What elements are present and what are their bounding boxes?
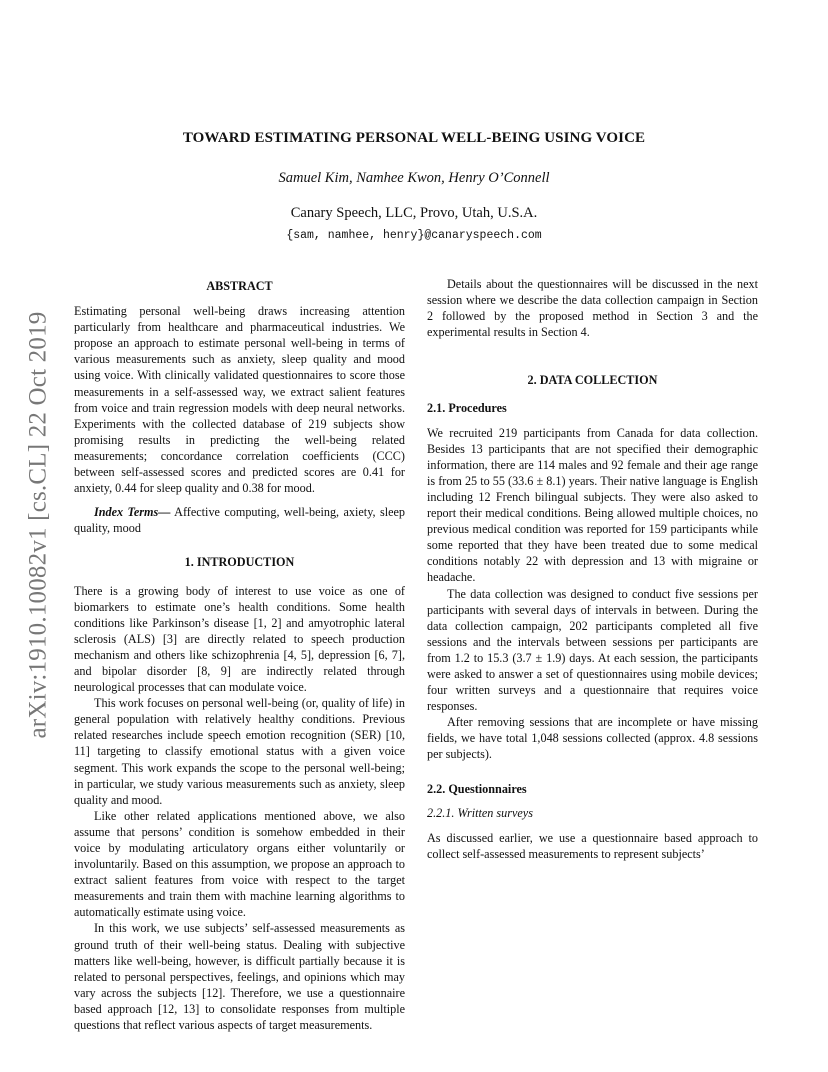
paper-email: {sam, namhee, henry}@canaryspeech.com [286,229,542,242]
written-surveys-heading: 2.2.1. Written surveys [427,805,533,820]
procedures-heading: 2.1. Procedures [427,401,507,416]
data-collection-heading: 2. DATA COLLECTION [527,373,658,388]
arxiv-stamp [18,290,58,760]
questionnaires-heading: 2.2. Questionnaires [427,781,527,796]
arxiv-stamp-text: arXiv:1910.10082v1 [cs.CL] 22 Oct 2019 [24,311,51,739]
intro-heading: 1. INTRODUCTION [184,555,295,570]
intro-paragraph-2: This work focuses on personal well-being (or, quality of life) in general population with relatively healthy conditions. Previous related researches include speech emotion recognition (SER) [10, 11] targeting to classify emotional status with a given voice segment. This work expands the scope to the personal well-being; in particular, we study various measurements such as anxiety, sleep quality and mood. [74,696,405,807]
paper-authors: Samuel Kim, Namhee Kwon, Henry O’Connell [278,170,550,186]
procedures-paragraph-1: We recruited 219 participants from Canada for data collection. Besides 13 participants that are not specified their demographic information, there are 114 males and 92 female and their age range is from 25 to 55 (33.6 ± 8.1) years. Their native language is English including 12 French bilingual subjects. They were also asked to report their medical conditions. Being allowed multiple choices, no previous medical condition was reported for 159 participants while some reported that they have been treated due to some medical conditions notably 22 with depression and 13 with migraine or headache. [427,425,758,585]
procedures-paragraph-3: After removing sessions that are incomplete or have missing fields, we have total 1,048 sessions collected (approx. 4.8 sessions per subjects). [427,715,758,762]
abstract-text: Estimating personal well-being draws increasing attention particularly from healthcare and pharmaceutical industries. We propose an approach to estimate personal well-being in terms of various measurements such as anxiety, sleep quality and mood using voice. With clinically validated questionnaires to score those measurements in a self-assessed way, we extract salient features from voice and train regression models with deep neural networks. Experiments with the collected database of 219 subjects show promising results in predicting the well-being related measurements; concordance correlation coefficients (CCC) between self-assessed scores and predicted scores are 0.41 for anxiety, 0.44 for sleep quality and 0.38 for mood. [74,304,405,496]
left-column [74,278,405,1033]
paper-title: TOWARD ESTIMATING PERSONAL WELL-BEING USING VOICE [182,130,646,146]
intro-paragraph-5: Details about the questionnaires will be discussed in the next session where we describe the data collection campaign in Section 2 followed by the proposed method in Section 3 and the experimental results in Section 4. [427,277,758,340]
intro-paragraph-1: There is a growing body of interest to use voice as one of biomarkers to estimate one’s health conditions. Some health conditions like Parkinson’s disease [1, 2] and amyotrophic lateral sclerosis (ALS) [3] are directly related to speech production mechanism and others like schizophrenia [4, 5], depression [6, 7], and bipolar disorder [8, 9] are indirectly related through neurological processes that can modulate voice. [74,583,405,695]
written-surveys-paragraph: As discussed earlier, we use a questionnaire based approach to collect self-assessed measurements to represent subjects’ [427,830,758,861]
right-column [427,278,758,862]
intro-paragraph-3: Like other related applications mentioned above, we also assume that persons’ condition is somehow embedded in their voice by modulating articulatory organs either voluntarily or involuntarily. Based on this assumption, we propose an approach to extract salient features from voice with respect to the target measurements and train them with machine learning algorithms to automatically estimate using voice. [74,808,405,920]
index-terms-text: Affective computing, well-being, axiety, sleep quality, mood [74,505,405,536]
index-terms-label: Index Terms— [94,505,171,520]
intro-paragraph-4: In this work, we use subjects’ self-assessed measurements as ground truth of their well-being status. Dealing with subjective matters like well-being, however, is difficult partially because it is related to personal perspectives, feelings, and opinions which may vary across the subjects [12]. Therefore, we use a questionnaire based approach [12, 13] to consolidate responses from multiple questions that reflect various aspects of target measurements. [74,921,405,1033]
abstract-heading: ABSTRACT [206,279,273,293]
procedures-paragraph-2: The data collection was designed to conduct five sessions per participants with several days of intervals in between. During the data collection campaign, 202 participants completed all five sessions and the intervals between sessions per participants are from 1.2 to 15.3 (3.7 ± 1.9) days. At each session, the participants were asked to answer a set of questionnaires using mobile devices; four written surveys and a questionnaire that requires voice responses. [427,586,758,714]
index-terms [74,504,405,536]
paper-affiliation: Canary Speech, LLC, Provo, Utah, U.S.A. [290,205,538,221]
